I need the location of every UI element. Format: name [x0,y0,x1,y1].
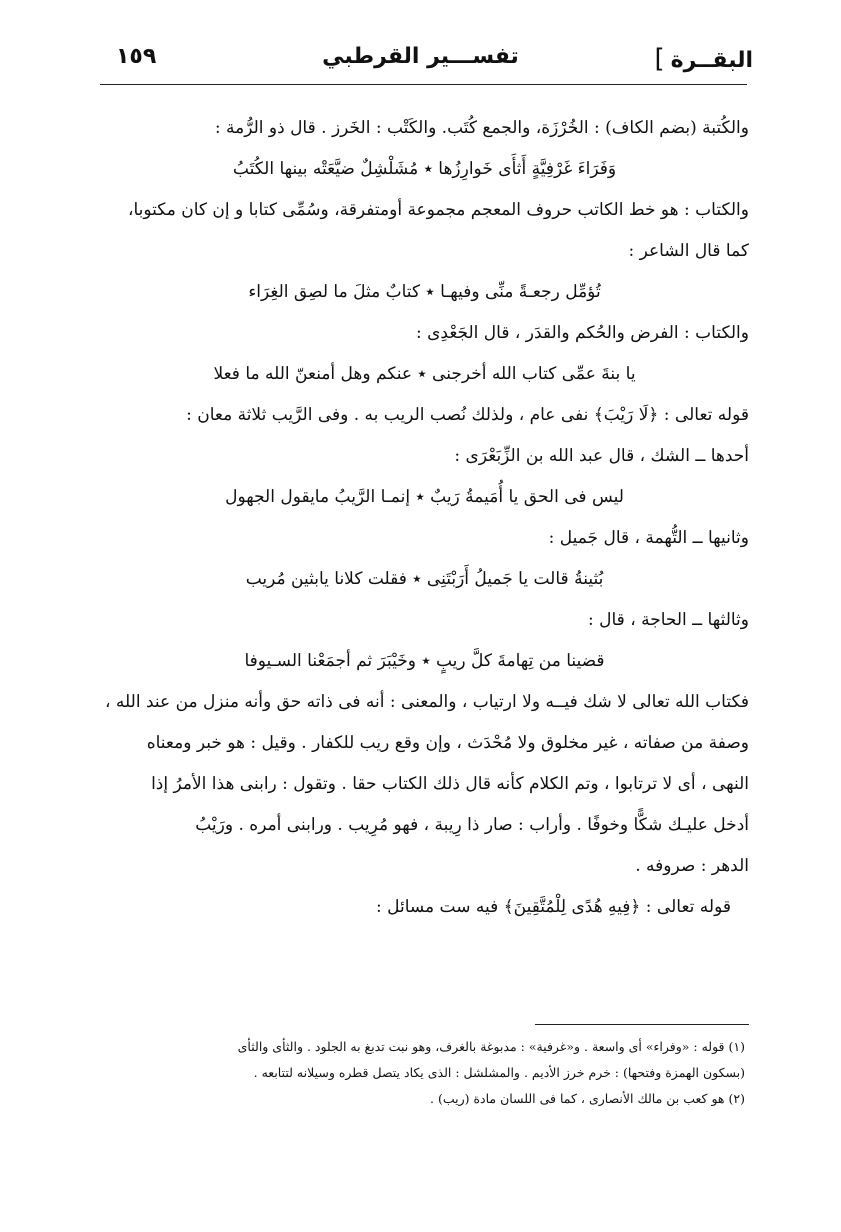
surah-title [655,44,753,74]
footnotes [100,1034,745,1112]
header-divider [100,84,747,85]
text-line: وصفة من صفاته ، غير مخلوق ولا مُحْدَث ، وإن وقع ريب للكفار . وقيل : هو خبر ومعناه [146,733,749,753]
footnote-divider [535,1024,749,1025]
text-line: أدخل عليـك شكًّا وخوفًا . وأراب : صار ذا رِيبة ، فهو مُرِيب . ورابنى أمره . ورَيْبُ [195,815,749,835]
text-line: أحدها ــ الشك ، قال عبد الله بن الزِّبَعْرَى : [454,446,749,466]
footnote-line: (٢) هو كعب بن مالك الأنصارى ، كما فى اللسان مادة (ريب) . [430,1091,745,1106]
text-line: كما قال الشاعر : [628,241,749,261]
poetry-verse: يا بنةَ عمِّى كتاب الله أخرجنى ٭ عنكم وهل أمنعنّ الله ما فعلا [213,364,636,384]
poetry-verse: قضينا من تِهامةَ كلَّ ريبٍ ٭ وخَيْبَرَ ثم أجمَعْنا السـيوفا [244,651,605,671]
text-line: والكتاب : الفرض والحُكم والقدَر ، قال الجَعْدِى : [415,323,749,343]
poetry-verse: بُثينةُ قالت يا جَميلُ أَرَبْتَنِى ٭ فقلت كلانا يابثين مُريب [245,569,604,589]
surah-bracket: ] [654,44,665,74]
book-title: تفســـير القرطبي [322,44,519,69]
poetry-verse: وَفَرَاءَ غَرْفِيَّةٍ أَثأَى خَوارِزُها ٭ مُشَلْشِلٌ ضيَّعَتْه بينها الكُتَبُ [232,159,617,179]
footnote-line: (بسكون الهمزة وفتحها) : خرم خرز الأديم . والمشلشل : الذى يكاد يتصل قطره وسيلانه لتتابعه . [253,1065,745,1080]
text-line: والكتاب : هو خط الكاتب حروف المعجم مجموعة أومتفرقة، وسُمِّى كتابا و إن كان مكتوبا، [128,200,749,220]
text-line: فكتاب الله تعالى لا شك فيــه ولا ارتياب ، والمعنى : أنه فى ذاته حق وأنه منزل من عند الله ، [105,692,749,712]
text-line: النهى ، أى لا ترتابوا ، وتم الكلام كأنه قال ذلك الكتاب حقا . وتقول : رابنى هذا الأمرُ إذا [151,774,749,794]
text-line: قوله تعالى : ﴿فِيهِ هُدًى لِلْمُتَّقِينَ﴾ فيه ست مسائل : [375,897,731,917]
page-number: ١٥٩ [116,44,157,69]
text-line: وثالثها ــ الحاجة ، قال : [588,610,749,630]
text-line: وثانيها ــ التُّهمة ، قال جَميل : [548,528,749,548]
poetry-verse: ليس فى الحق يا أُمَيمةُ رَيبٌ ٭ إنمـا الرَّيبُ مايقول الجهول [225,487,624,507]
footnote-line: (١) قوله : «وفراء» أى واسعة . و«غرفية» : مدبوغة بالغرف، وهو نبت تدبغ به الجلود . والثأى والثأى [237,1039,745,1054]
text-line: الدهر : صروفه . [635,856,749,876]
text-line: والكُتبة (بضم الكاف) : الخُرْزَة، والجمع كُتَب. والكَتْب : الخَرز . قال ذو الرُّمة : [214,118,749,138]
body-text [100,108,749,928]
surah-name: البقــرة [670,48,753,73]
poetry-verse: تُؤمِّل رجعـةً منِّى وفيهـا ٭ كتابٌ مثلَ ما لصِق الغِرَاء [248,282,601,302]
text-line: قوله تعالى : ﴿لَا رَيْبَ﴾ نفى عام ، ولذلك نُصب الريب به . وفى الرَّيب ثلاثة معان : [186,405,749,425]
page-header [88,40,753,80]
